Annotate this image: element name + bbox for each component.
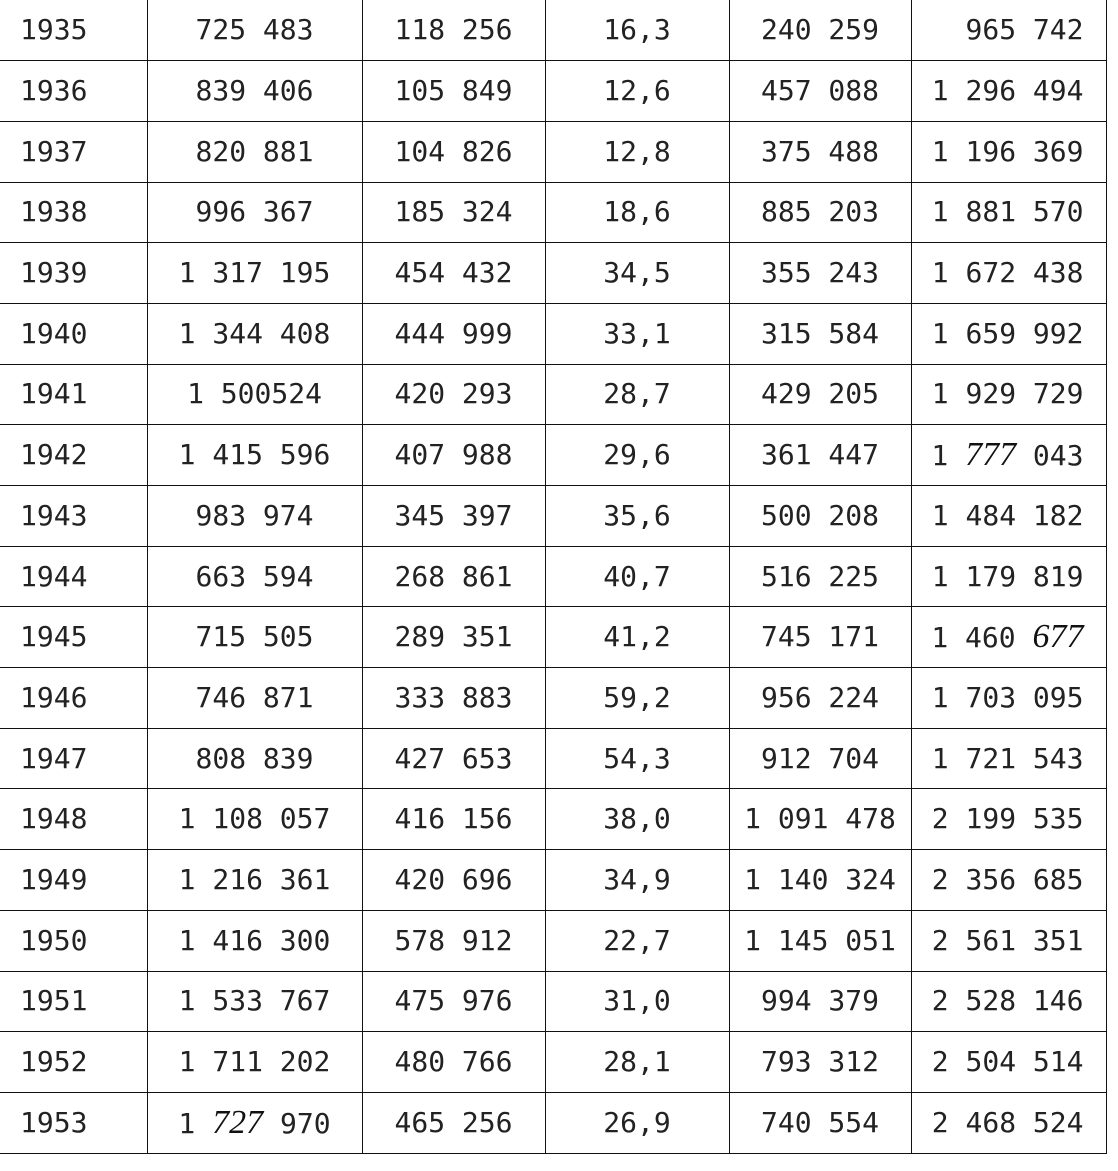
cell-value: 104 826 bbox=[394, 134, 513, 168]
cell-value: 994 379 bbox=[760, 984, 879, 1018]
cell-value: 1 533 767 bbox=[178, 984, 331, 1018]
cell-value: 240 259 bbox=[760, 13, 879, 47]
cell-col-2 bbox=[362, 910, 545, 971]
table-row bbox=[0, 1092, 1106, 1153]
cell-col-1 bbox=[147, 668, 362, 729]
cell-col-3 bbox=[545, 425, 729, 486]
cell-value: 1 296 494 bbox=[931, 74, 1084, 108]
cell-col-2 bbox=[362, 668, 545, 729]
cell-value: 1 929 729 bbox=[931, 377, 1084, 411]
cell-year: 1944 bbox=[0, 546, 147, 607]
cell-col-5 bbox=[911, 789, 1106, 850]
cell-value: 333 883 bbox=[394, 680, 513, 714]
table-row bbox=[0, 850, 1106, 911]
cell-value: 1 881 570 bbox=[931, 195, 1084, 229]
cell-value: 444 999 bbox=[394, 316, 513, 350]
cell-col-4 bbox=[729, 607, 911, 668]
cell-value: 480 766 bbox=[394, 1045, 513, 1079]
cell-value: 420 696 bbox=[394, 862, 513, 896]
cell-col-2 bbox=[362, 486, 545, 547]
cell-value: 1 659 992 bbox=[931, 316, 1084, 350]
cell-value: 965 742 bbox=[965, 13, 1084, 47]
cell-value: 1 500524 bbox=[187, 377, 322, 411]
cell-col-4 bbox=[729, 546, 911, 607]
italic-digits: 677 bbox=[1032, 618, 1084, 656]
cell-col-1 bbox=[147, 546, 362, 607]
cell-value: 54,3 bbox=[603, 741, 671, 775]
cell-col-2 bbox=[362, 850, 545, 911]
cell-col-1 bbox=[147, 486, 362, 547]
cell-value: 663 594 bbox=[195, 559, 314, 593]
cell-col-2 bbox=[362, 607, 545, 668]
cell-value: 375 488 bbox=[760, 134, 879, 168]
cell-year: 1936 bbox=[0, 61, 147, 122]
table-row bbox=[0, 728, 1106, 789]
cell-year: 1935 bbox=[0, 0, 147, 61]
table-row bbox=[0, 668, 1106, 729]
cell-value: 1 711 202 bbox=[178, 1045, 331, 1079]
cell-col-5 bbox=[911, 607, 1106, 668]
cell-value: 16,3 bbox=[603, 13, 671, 47]
cell-col-5 bbox=[911, 303, 1106, 364]
cell-col-2 bbox=[362, 425, 545, 486]
cell-value: 454 432 bbox=[394, 256, 513, 290]
cell-value: 26,9 bbox=[603, 1105, 671, 1139]
cell-col-4 bbox=[729, 910, 911, 971]
cell-value: 2 504 514 bbox=[931, 1045, 1084, 1079]
cell-value: 1 140 324 bbox=[744, 862, 896, 896]
cell-value: 1 196 369 bbox=[931, 134, 1084, 168]
cell-col-2 bbox=[362, 789, 545, 850]
italic-digits: 727 bbox=[212, 1103, 264, 1141]
table-row bbox=[0, 910, 1106, 971]
cell-value: 715 505 bbox=[195, 620, 314, 654]
cell-col-3 bbox=[545, 182, 729, 243]
cell-value: 793 312 bbox=[760, 1045, 879, 1079]
cell-col-1 bbox=[147, 364, 362, 425]
cell-value: 745 171 bbox=[760, 620, 879, 654]
cell-col-4 bbox=[729, 425, 911, 486]
cell-value: 820 881 bbox=[195, 134, 314, 168]
cell-value: 41,2 bbox=[603, 620, 671, 654]
cell-col-4 bbox=[729, 1092, 911, 1153]
cell-col-5 bbox=[911, 121, 1106, 182]
cell-value: 407 988 bbox=[394, 438, 513, 472]
cell-col-1 bbox=[147, 121, 362, 182]
cell-value: 429 205 bbox=[760, 377, 879, 411]
cell-col-4 bbox=[729, 182, 911, 243]
cell-value: 740 554 bbox=[760, 1105, 879, 1139]
cell-value: 35,6 bbox=[603, 498, 671, 532]
cell-value: 2 356 685 bbox=[931, 862, 1084, 896]
cell-value: 268 861 bbox=[394, 559, 513, 593]
cell-col-4 bbox=[729, 364, 911, 425]
cell-col-5 bbox=[911, 425, 1106, 486]
cell-col-1 bbox=[147, 850, 362, 911]
cell-col-3 bbox=[545, 728, 729, 789]
table-row bbox=[0, 303, 1106, 364]
cell-col-5 bbox=[911, 243, 1106, 304]
cell-value: 12,6 bbox=[603, 74, 671, 108]
table-row bbox=[0, 61, 1106, 122]
cell-value: 578 912 bbox=[394, 923, 513, 957]
cell-value: 457 088 bbox=[760, 74, 879, 108]
table-row bbox=[0, 486, 1106, 547]
table-row bbox=[0, 182, 1106, 243]
cell-value: 465 256 bbox=[394, 1105, 513, 1139]
cell-year: 1949 bbox=[0, 850, 147, 911]
cell-value: 725 483 bbox=[195, 13, 314, 47]
cell-col-4 bbox=[729, 0, 911, 61]
cell-col-2 bbox=[362, 61, 545, 122]
cell-value: 1 091 478 bbox=[744, 802, 896, 836]
cell-value: 1 415 596 bbox=[178, 438, 331, 472]
cell-value: 1 179 819 bbox=[931, 559, 1084, 593]
cell-col-1 bbox=[147, 910, 362, 971]
cell-value: 315 584 bbox=[760, 316, 879, 350]
cell-value: 808 839 bbox=[195, 741, 314, 775]
cell-col-1 bbox=[147, 607, 362, 668]
cell-col-2 bbox=[362, 546, 545, 607]
cell-value: 1 703 095 bbox=[931, 680, 1084, 714]
cell-value: 29,6 bbox=[603, 438, 671, 472]
cell-value: 1 317 195 bbox=[178, 256, 331, 290]
cell-value: 118 256 bbox=[394, 13, 513, 47]
cell-value: 28,1 bbox=[603, 1045, 671, 1079]
cell-col-1 bbox=[147, 61, 362, 122]
cell-value: 38,0 bbox=[603, 802, 671, 836]
cell-year: 1948 bbox=[0, 789, 147, 850]
cell-value: 40,7 bbox=[603, 559, 671, 593]
cell-col-5 bbox=[911, 486, 1106, 547]
cell-year: 1945 bbox=[0, 607, 147, 668]
cell-col-1 bbox=[147, 243, 362, 304]
cell-col-3 bbox=[545, 910, 729, 971]
cell-value: 839 406 bbox=[195, 74, 314, 108]
cell-col-3 bbox=[545, 61, 729, 122]
cell-col-1 bbox=[147, 425, 362, 486]
cell-year: 1950 bbox=[0, 910, 147, 971]
cell-col-1 bbox=[147, 1092, 362, 1153]
cell-value: 355 243 bbox=[760, 256, 879, 290]
cell-value: 996 367 bbox=[195, 195, 314, 229]
cell-value: 1 344 408 bbox=[178, 316, 331, 350]
cell-value: 475 976 bbox=[394, 984, 513, 1018]
cell-year: 1938 bbox=[0, 182, 147, 243]
cell-value: 289 351 bbox=[394, 620, 513, 654]
cell-col-4 bbox=[729, 850, 911, 911]
cell-value: 427 653 bbox=[394, 741, 513, 775]
cell-col-1 bbox=[147, 1032, 362, 1093]
cell-col-3 bbox=[545, 546, 729, 607]
cell-value: 1 484 182 bbox=[931, 498, 1084, 532]
cell-col-5 bbox=[911, 668, 1106, 729]
cell-value: 2 199 535 bbox=[931, 802, 1084, 836]
cell-value: 2 528 146 bbox=[931, 984, 1084, 1018]
cell-year: 1946 bbox=[0, 668, 147, 729]
cell-col-4 bbox=[729, 728, 911, 789]
cell-value: 500 208 bbox=[760, 498, 879, 532]
table-row bbox=[0, 0, 1106, 61]
cell-col-3 bbox=[545, 668, 729, 729]
cell-col-2 bbox=[362, 364, 545, 425]
cell-col-3 bbox=[545, 0, 729, 61]
cell-col-3 bbox=[545, 607, 729, 668]
cell-col-5 bbox=[911, 850, 1106, 911]
cell-col-1 bbox=[147, 0, 362, 61]
cell-col-4 bbox=[729, 486, 911, 547]
cell-year: 1951 bbox=[0, 971, 147, 1032]
cell-col-4 bbox=[729, 971, 911, 1032]
cell-col-2 bbox=[362, 303, 545, 364]
cell-col-5 bbox=[911, 910, 1106, 971]
cell-value: 12,8 bbox=[603, 134, 671, 168]
cell-value: 1 721 543 bbox=[931, 741, 1084, 775]
table-row bbox=[0, 1032, 1106, 1093]
cell-col-5 bbox=[911, 0, 1106, 61]
cell-col-5 bbox=[911, 1092, 1106, 1153]
cell-value: 34,5 bbox=[603, 256, 671, 290]
cell-value: 956 224 bbox=[760, 680, 879, 714]
table-row bbox=[0, 789, 1106, 850]
cell-col-1 bbox=[147, 303, 362, 364]
table-row bbox=[0, 121, 1106, 182]
table-row bbox=[0, 607, 1106, 668]
cell-col-5 bbox=[911, 182, 1106, 243]
cell-value: 1 bbox=[178, 1106, 213, 1140]
cell-year: 1952 bbox=[0, 1032, 147, 1093]
cell-value: 043 bbox=[1016, 439, 1084, 473]
cell-col-2 bbox=[362, 182, 545, 243]
cell-col-1 bbox=[147, 971, 362, 1032]
cell-col-2 bbox=[362, 728, 545, 789]
cell-col-2 bbox=[362, 243, 545, 304]
cell-value: 59,2 bbox=[603, 680, 671, 714]
cell-col-5 bbox=[911, 1032, 1106, 1093]
cell-col-5 bbox=[911, 971, 1106, 1032]
cell-col-3 bbox=[545, 1032, 729, 1093]
cell-col-3 bbox=[545, 971, 729, 1032]
cell-year: 1947 bbox=[0, 728, 147, 789]
cell-col-4 bbox=[729, 668, 911, 729]
cell-value: 1 bbox=[931, 439, 966, 473]
cell-value: 1 460 bbox=[931, 621, 1033, 655]
cell-year: 1941 bbox=[0, 364, 147, 425]
cell-col-4 bbox=[729, 789, 911, 850]
cell-year: 1937 bbox=[0, 121, 147, 182]
cell-value: 1 145 051 bbox=[744, 923, 896, 957]
cell-col-5 bbox=[911, 728, 1106, 789]
cell-col-4 bbox=[729, 121, 911, 182]
cell-value: 345 397 bbox=[394, 498, 513, 532]
cell-value: 970 bbox=[263, 1106, 331, 1140]
cell-col-3 bbox=[545, 850, 729, 911]
cell-value: 912 704 bbox=[760, 741, 879, 775]
cell-col-4 bbox=[729, 1032, 911, 1093]
cell-col-2 bbox=[362, 121, 545, 182]
cell-col-5 bbox=[911, 546, 1106, 607]
cell-value: 105 849 bbox=[394, 74, 513, 108]
cell-col-1 bbox=[147, 728, 362, 789]
cell-col-3 bbox=[545, 303, 729, 364]
cell-col-3 bbox=[545, 243, 729, 304]
cell-value: 1 216 361 bbox=[178, 862, 331, 896]
cell-col-5 bbox=[911, 364, 1106, 425]
cell-value: 31,0 bbox=[603, 984, 671, 1018]
cell-value: 34,9 bbox=[603, 862, 671, 896]
cell-value: 33,1 bbox=[603, 316, 671, 350]
cell-col-1 bbox=[147, 182, 362, 243]
cell-year: 1940 bbox=[0, 303, 147, 364]
cell-value: 2 468 524 bbox=[931, 1105, 1084, 1139]
cell-value: 18,6 bbox=[603, 195, 671, 229]
table-row bbox=[0, 425, 1106, 486]
cell-col-4 bbox=[729, 61, 911, 122]
cell-year: 1942 bbox=[0, 425, 147, 486]
cell-col-1 bbox=[147, 789, 362, 850]
cell-value: 1 672 438 bbox=[931, 256, 1084, 290]
cell-value: 22,7 bbox=[603, 923, 671, 957]
cell-col-4 bbox=[729, 303, 911, 364]
cell-value: 885 203 bbox=[760, 195, 879, 229]
cell-value: 1 416 300 bbox=[178, 923, 331, 957]
cell-col-3 bbox=[545, 121, 729, 182]
cell-col-3 bbox=[545, 364, 729, 425]
cell-value: 746 871 bbox=[195, 680, 314, 714]
cell-col-2 bbox=[362, 1092, 545, 1153]
cell-year: 1943 bbox=[0, 486, 147, 547]
cell-year: 1939 bbox=[0, 243, 147, 304]
cell-col-4 bbox=[729, 243, 911, 304]
italic-digits: 777 bbox=[965, 436, 1017, 474]
cell-col-3 bbox=[545, 486, 729, 547]
cell-col-2 bbox=[362, 1032, 545, 1093]
table-row bbox=[0, 971, 1106, 1032]
cell-value: 516 225 bbox=[760, 559, 879, 593]
cell-col-2 bbox=[362, 971, 545, 1032]
table-row bbox=[0, 243, 1106, 304]
cell-value: 28,7 bbox=[603, 377, 671, 411]
cell-value: 420 293 bbox=[394, 377, 513, 411]
cell-value: 416 156 bbox=[394, 802, 513, 836]
cell-col-3 bbox=[545, 789, 729, 850]
cell-value: 185 324 bbox=[394, 195, 513, 229]
table-row bbox=[0, 364, 1106, 425]
table-row bbox=[0, 546, 1106, 607]
cell-year: 1953 bbox=[0, 1092, 147, 1153]
cell-value: 1 108 057 bbox=[178, 802, 331, 836]
cell-value: 983 974 bbox=[195, 498, 314, 532]
cell-col-3 bbox=[545, 1092, 729, 1153]
cell-col-5 bbox=[911, 61, 1106, 122]
cell-value: 361 447 bbox=[760, 438, 879, 472]
cell-value: 2 561 351 bbox=[931, 923, 1084, 957]
cell-col-2 bbox=[362, 0, 545, 61]
